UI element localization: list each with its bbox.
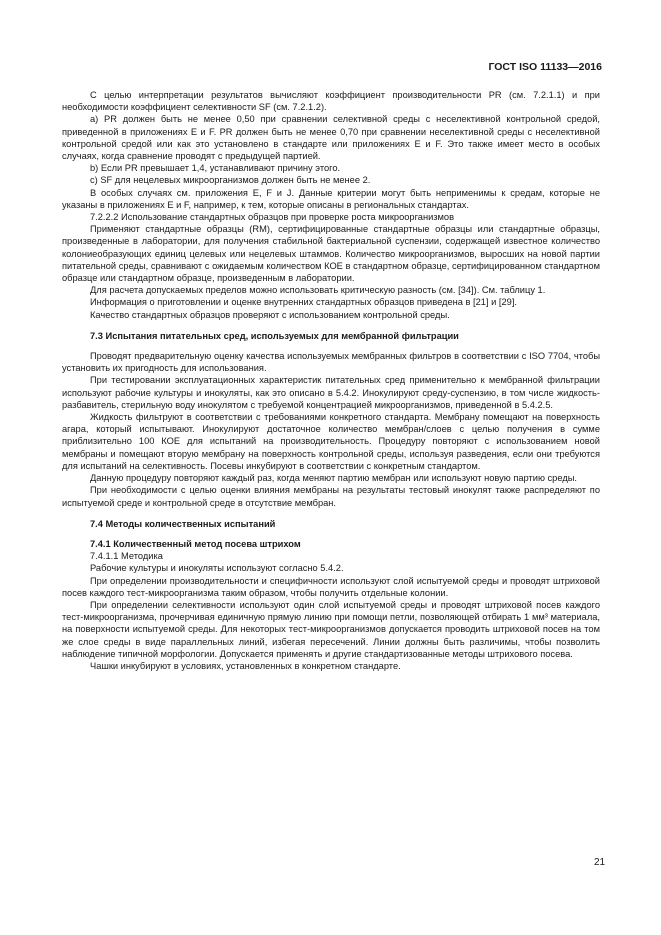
- paragraph: В особых случаях см. приложения E, F и J. Данные критерии могут быть неприменимы к средам, которые не указаны в приложениях E и F, например, к тем, которые описаны в региональных стандартах.: [62, 187, 600, 210]
- subsection-title: 7.2.2.2 Использование стандартных образцов при проверке роста микроорганизмов: [90, 212, 455, 223]
- paragraph: При тестировании эксплуатационных характеристик питательных сред применительно к мембранной фильтрации используют рабочие культуры и инокуляты, как это описано в 5.4.2. Инокулируют среду-суспензию, в том числе жидкость-разбавитель, стерильную воду инокулятом с требуемой концентрацией микроорганизмов, приведенной в 5.4.2.5.: [62, 375, 600, 410]
- paragraph: При определении производительности и специфичности используют слой испытуемой среды и проводят штриховой посев каждого тест-микроорганизма таким образом, чтобы получить отдельные колонии.: [62, 575, 600, 598]
- paragraph: Качество стандартных образцов проверяют с использованием контрольной среды.: [90, 309, 450, 320]
- paragraph: Данную процедуру повторяют каждый раз, когда меняют партию мембран или используют новую партию среды.: [90, 473, 578, 484]
- paragraph: При необходимости с целью оценки влияния мембраны на результаты тестовый инокулят также распределяют по испытуемой среде и контрольной среде в отсутствие мембран.: [62, 485, 600, 508]
- paragraph: а) PR должен быть не менее 0,50 при сравнении селективной среды с неселективной контрольной средой, приведенной в приложениях E и F. PR должен быть не менее 0,70 при сравнении неселективной среды с неселективной контрольной средой или как это установлено в стандарте или приложениях E и F. Это также имеет место в особых случаях, когда сравнение проводят с предыдущей партией.: [62, 114, 600, 162]
- paragraph: c) SF для нецелевых микроорганизмов должен быть не менее 2.: [90, 175, 371, 186]
- paragraph: Рабочие культуры и инокуляты используют согласно 5.4.2.: [90, 563, 344, 574]
- paragraph: Проводят предварительную оценку качества используемых мембранных фильтров в соответствии с ISO 7704, чтобы установить их пригодность для использования.: [62, 351, 600, 374]
- paragraph: При определении селективности используют один слой испытуемой среды и проводят штриховой посев каждого тест-микроорганизма, прочерчивая единичную прямую линию при помощи петли, позволяющей отбирать 1 мм³ материала, на поверхности испытуемой среды. Для некоторых тест-микроорганизмов допускается проводить штриховой посев на том же слое среды в виде параллельных линий, избегая пересечений. Линии должны быть различимы, чтобы позволить наблюдение типичной морфологии. Допускается применять и другие стандартизованные методы штрихового посева.: [62, 599, 600, 659]
- paragraph: Применяют стандартные образцы (RM), сертифицированные стандартные образцы или стандартные образцы, произведенные в лаборатории, для получения стабильной бактериальной суспензии, содержащей известное количество колониеобразующих единиц целевых или нецелевых штаммов. Количество микроорганизмов, выросших на новой партии питательной среды, сравнивают с ожидаемым количеством КОЕ в стандартном образце, сертифицированном стандартном образце или стандартном образце, произведенным в лаборатории.: [62, 224, 600, 284]
- section-heading: 7.4.1 Количественный метод посева штрихом: [90, 538, 301, 549]
- document-header: ГОСТ ISO 11133—2016: [488, 61, 602, 73]
- paragraph: Жидкость фильтруют в соответствии с требованиями конкретного стандарта. Мембрану помещают на поверхность агара, который испытывают. Инокулируют достаточное количество мембран/слоев с целью получения в сумме приблизительно 100 КОЕ для испытаний на производительность. Процедуру повторяют с использованием новой мембраны и помещают вторую мембрану на поверхность контрольной среды, используя разведения, если они требуются для испытаний на селективность. Посевы инкубируют в соответствии с конкретным стандартом.: [62, 412, 600, 471]
- document-body: [62, 89, 600, 672]
- paragraph: b) Если PR превышает 1,4, устанавливают причину этого.: [90, 163, 341, 174]
- subsection-title: 7.4.1.1 Методика: [90, 551, 163, 562]
- paragraph: Для расчета допускаемых пределов можно использовать критическую разность (см. [34]). См. таблицу 1.: [90, 285, 546, 296]
- paragraph: Чашки инкубируют в условиях, установленных в конкретном стандарте.: [90, 660, 401, 671]
- section-heading: 7.3 Испытания питательных сред, используемых для мембранной фильтрации: [90, 330, 459, 341]
- section-heading: 7.4 Методы количественных испытаний: [90, 518, 276, 529]
- paragraph: Информация о приготовлении и оценке внутренних стандартных образцов приведена в [21] и [29].: [90, 297, 518, 308]
- paragraph: С целью интерпретации результатов вычисляют коэффициент производительности PR (см. 7.2.1.1) и при необходимости коэффициент селективности SF (см. 7.2.1.2).: [62, 90, 600, 113]
- page-number: 21: [594, 857, 606, 868]
